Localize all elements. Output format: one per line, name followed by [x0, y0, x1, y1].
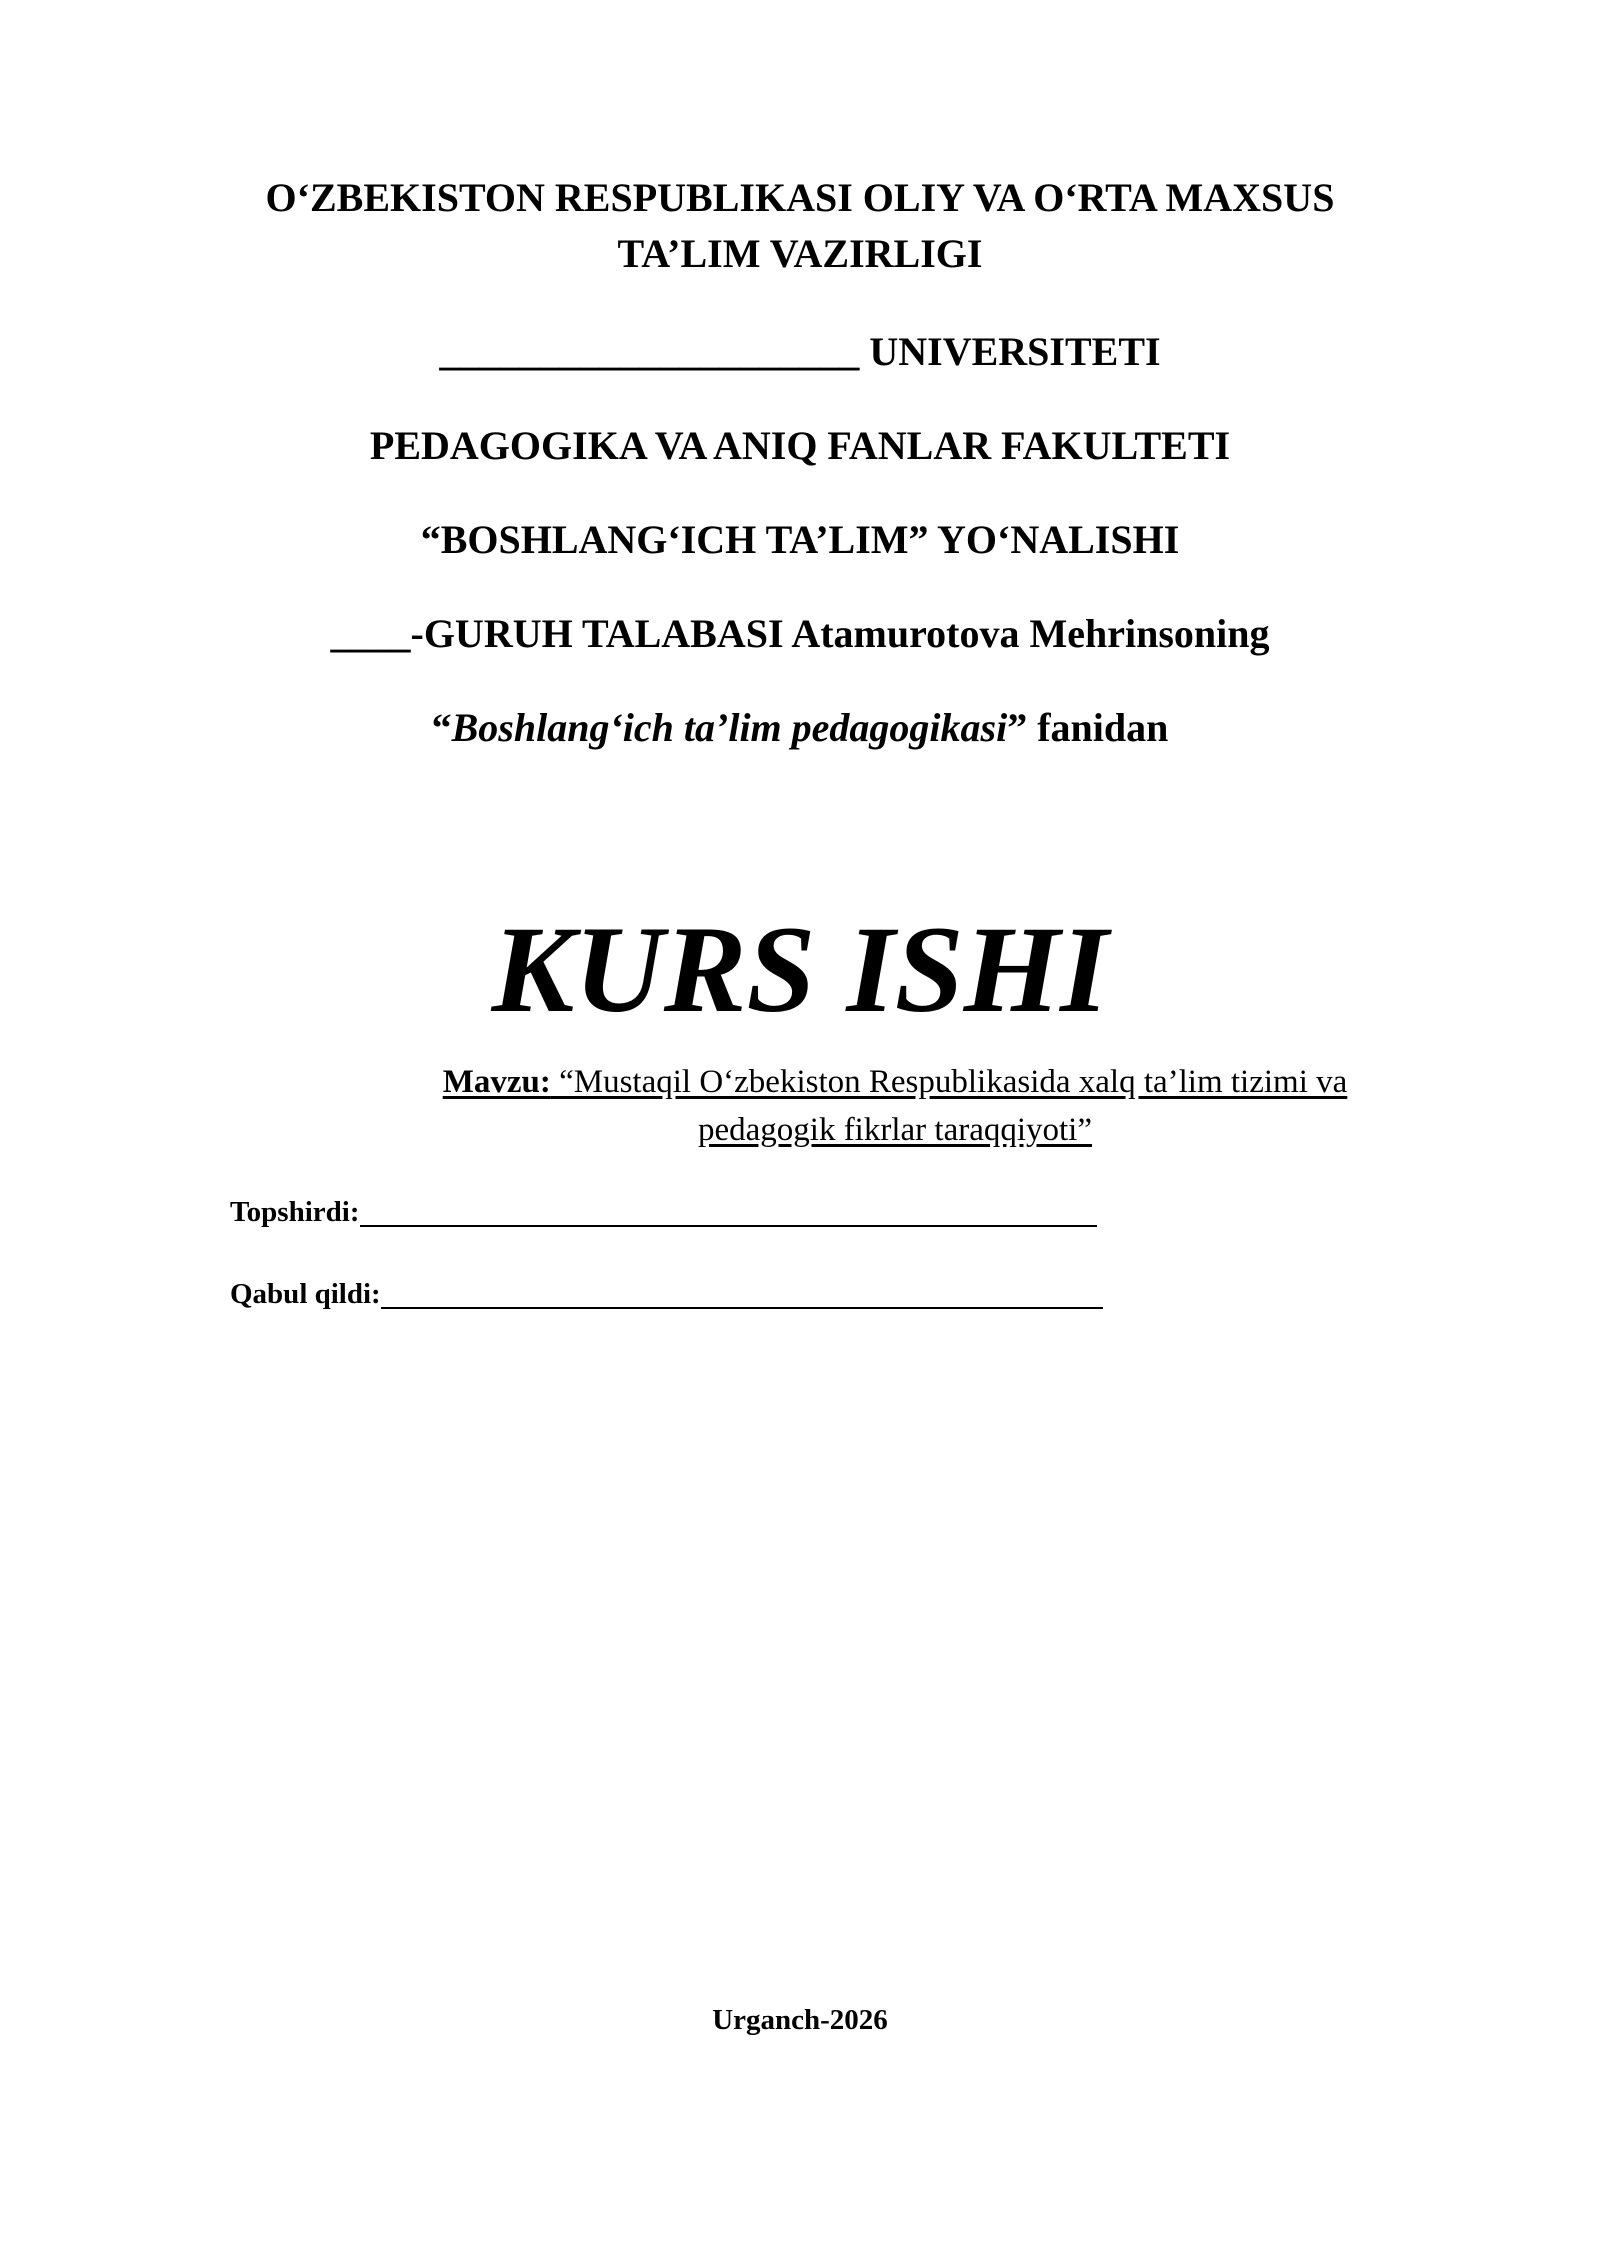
student-group-line: ____-GURUH TALABASI Atamurotova Mehrinsoning — [330, 611, 1270, 656]
submitted-by-blank — [360, 1225, 1097, 1227]
university-line — [0, 324, 1600, 380]
university-suffix: UNIVERSITETI — [859, 329, 1161, 374]
subject-line — [0, 700, 1600, 756]
city-year-footer: Urganch-2026 — [712, 2004, 888, 2036]
document-title: KURS ISHI — [491, 901, 1109, 1038]
subject-open-quote: “ — [431, 705, 452, 750]
topic-label: Mavzu: — [442, 1064, 551, 1100]
university-name-blank: _____________________ — [439, 329, 860, 374]
ministry-line-1: O‘ZBEKISTON RESPUBLIKASI OLIY VA O‘RTA MAXSUS — [265, 175, 1335, 220]
subject-name: Boshlang‘ich ta’lim pedagogikasi — [451, 705, 1008, 750]
submitted-by-line — [230, 1192, 1097, 1232]
direction-name: “BOSHLANG‘ICH TA’LIM” YO‘NALISHI — [420, 517, 1180, 562]
topic-block — [370, 1058, 1420, 1154]
topic-text: “Mustaqil O‘zbekiston Respublikasida xalq ta’lim tizimi va pedagogik fikrlar taraqqiyoti” — [550, 1064, 1348, 1148]
accepted-by-line — [230, 1274, 1103, 1314]
submitted-by-label: Topshirdi: — [230, 1196, 360, 1228]
ministry-line-2: TA’LIM VAZIRLIGI — [617, 231, 983, 276]
subject-suffix: ” fanidan — [1007, 705, 1169, 750]
ministry-heading — [0, 170, 1600, 282]
accepted-by-blank — [381, 1307, 1103, 1309]
accepted-by-label: Qabul qildi: — [230, 1278, 381, 1310]
faculty-name: PEDAGOGIKA VA ANIQ FANLAR FAKULTETI — [369, 423, 1231, 468]
